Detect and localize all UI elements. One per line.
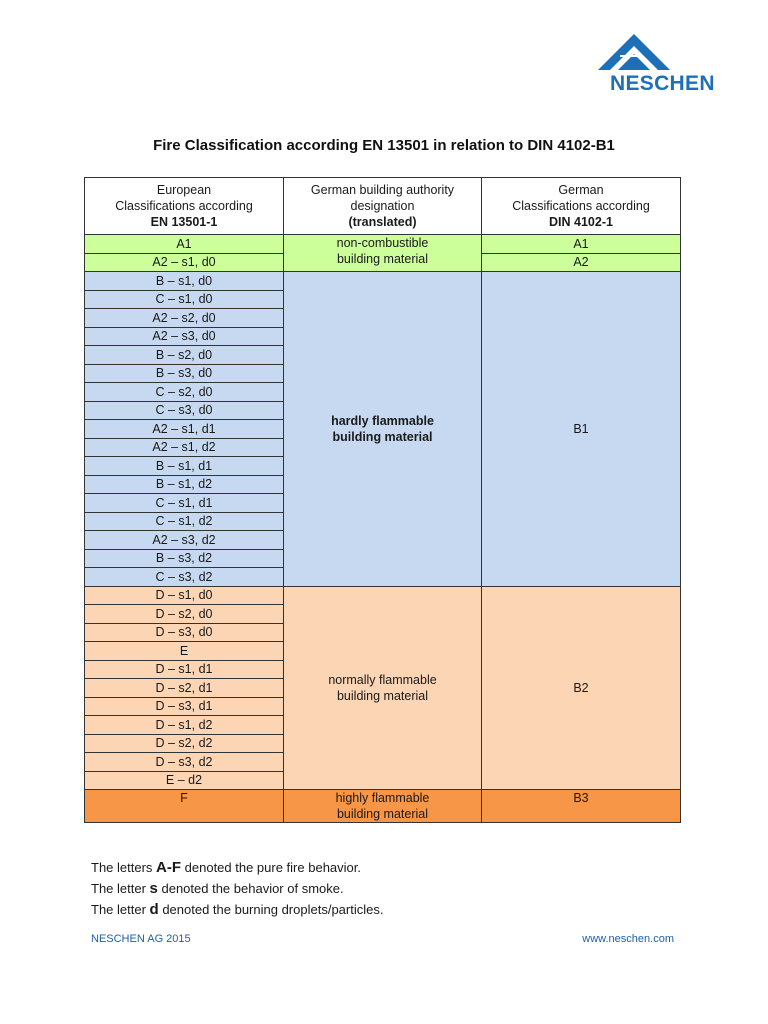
header-german-line-1: German bbox=[558, 183, 604, 197]
designation-line: normally flammable bbox=[328, 672, 437, 687]
european-class-cell: C – s1, d2 bbox=[85, 512, 284, 531]
european-class-cell: D – s1, d2 bbox=[85, 716, 284, 735]
footer-company: NESCHEN AG 2015 bbox=[91, 933, 191, 945]
note-suffix: denoted the pure fire behavior. bbox=[181, 860, 361, 875]
header-german-standard: DIN 4102-1 bbox=[549, 215, 613, 229]
german-class-cell: B1 bbox=[482, 272, 681, 587]
note-key: s bbox=[149, 880, 158, 897]
logo-text: NESCHEN bbox=[610, 72, 715, 95]
european-class-cell: C – s1, d0 bbox=[85, 290, 284, 309]
european-class-cell: C – s3, d2 bbox=[85, 568, 284, 587]
german-class-cell: B3 bbox=[482, 790, 681, 823]
european-class-cell: E – d2 bbox=[85, 771, 284, 790]
note-line bbox=[91, 899, 383, 920]
designation-line: building material bbox=[336, 807, 429, 821]
european-class-cell: A2 – s3, d0 bbox=[85, 327, 284, 346]
designation-line: highly flammable bbox=[335, 791, 430, 805]
designation-line: building material bbox=[332, 429, 433, 444]
company-logo bbox=[596, 34, 720, 96]
note-suffix: denoted the behavior of smoke. bbox=[157, 881, 344, 896]
european-class-cell: A2 – s2, d0 bbox=[85, 309, 284, 328]
note-prefix: The letter bbox=[91, 902, 150, 917]
table-row bbox=[85, 586, 681, 605]
european-class-cell: D – s3, d0 bbox=[85, 623, 284, 642]
european-class-cell: D – s2, d1 bbox=[85, 679, 284, 698]
european-class-cell: A2 – s1, d0 bbox=[85, 253, 284, 272]
european-class-cell: D – s1, d1 bbox=[85, 660, 284, 679]
european-class-cell: D – s1, d0 bbox=[85, 586, 284, 605]
note-key: A-F bbox=[156, 859, 182, 876]
neschen-logo-icon bbox=[598, 34, 670, 70]
designation-line: building material bbox=[336, 688, 429, 703]
european-class-cell: F bbox=[85, 790, 284, 823]
german-class-cell: B2 bbox=[482, 586, 681, 790]
header-german bbox=[482, 178, 681, 235]
note-prefix: The letter bbox=[91, 881, 150, 896]
european-class-cell: A2 – s1, d2 bbox=[85, 438, 284, 457]
fire-classification-table bbox=[84, 177, 681, 823]
header-european-standard: EN 13501-1 bbox=[150, 215, 218, 229]
table-header-row bbox=[85, 178, 681, 235]
note-key: d bbox=[149, 901, 159, 918]
european-class-cell: C – s1, d1 bbox=[85, 494, 284, 513]
document-title: Fire Classification according EN 13501 in relation to DIN 4102-B1 bbox=[153, 137, 615, 154]
header-designation-line-2: designation bbox=[350, 199, 415, 213]
header-designation bbox=[284, 178, 482, 235]
european-class-cell: B – s3, d2 bbox=[85, 549, 284, 568]
european-class-cell: B – s1, d2 bbox=[85, 475, 284, 494]
legend-notes bbox=[91, 857, 383, 920]
german-class-cell: A1 bbox=[482, 235, 681, 254]
table-row bbox=[85, 790, 681, 823]
table-body bbox=[85, 235, 681, 823]
header-european bbox=[85, 178, 284, 235]
european-class-cell: A2 – s3, d2 bbox=[85, 531, 284, 550]
european-class-cell: E bbox=[85, 642, 284, 661]
european-class-cell: B – s1, d0 bbox=[85, 272, 284, 291]
designation-cell bbox=[284, 586, 482, 790]
european-class-cell: D – s2, d0 bbox=[85, 605, 284, 624]
designation-line: non-combustible bbox=[336, 236, 429, 250]
designation-line: building material bbox=[336, 252, 429, 266]
header-designation-note: (translated) bbox=[348, 215, 417, 229]
european-class-cell: C – s3, d0 bbox=[85, 401, 284, 420]
designation-line: hardly flammable bbox=[331, 413, 434, 428]
note-prefix: The letters bbox=[91, 860, 157, 875]
european-class-cell: A1 bbox=[85, 235, 284, 254]
european-class-cell: B – s2, d0 bbox=[85, 346, 284, 365]
note-suffix: denoted the burning droplets/particles. bbox=[158, 902, 384, 917]
header-european-line-2: Classifications according bbox=[115, 199, 253, 213]
european-class-cell: D – s3, d1 bbox=[85, 697, 284, 716]
german-class-cell: A2 bbox=[482, 253, 681, 272]
header-european-line-1: European bbox=[156, 183, 212, 197]
header-german-line-2: Classifications according bbox=[512, 199, 650, 213]
designation-cell bbox=[284, 272, 482, 587]
table-row bbox=[85, 235, 681, 254]
european-class-cell: A2 – s1, d1 bbox=[85, 420, 284, 439]
table-row bbox=[85, 272, 681, 291]
european-class-cell: B – s1, d1 bbox=[85, 457, 284, 476]
designation-cell bbox=[284, 790, 482, 823]
note-line bbox=[91, 878, 383, 899]
european-class-cell: D – s2, d2 bbox=[85, 734, 284, 753]
european-class-cell: B – s3, d0 bbox=[85, 364, 284, 383]
footer-website-link[interactable]: www.neschen.com bbox=[582, 933, 674, 945]
header-designation-line-1: German building authority bbox=[310, 183, 455, 197]
european-class-cell: C – s2, d0 bbox=[85, 383, 284, 402]
designation-cell bbox=[284, 235, 482, 272]
european-class-cell: D – s3, d2 bbox=[85, 753, 284, 772]
note-line bbox=[91, 857, 383, 878]
